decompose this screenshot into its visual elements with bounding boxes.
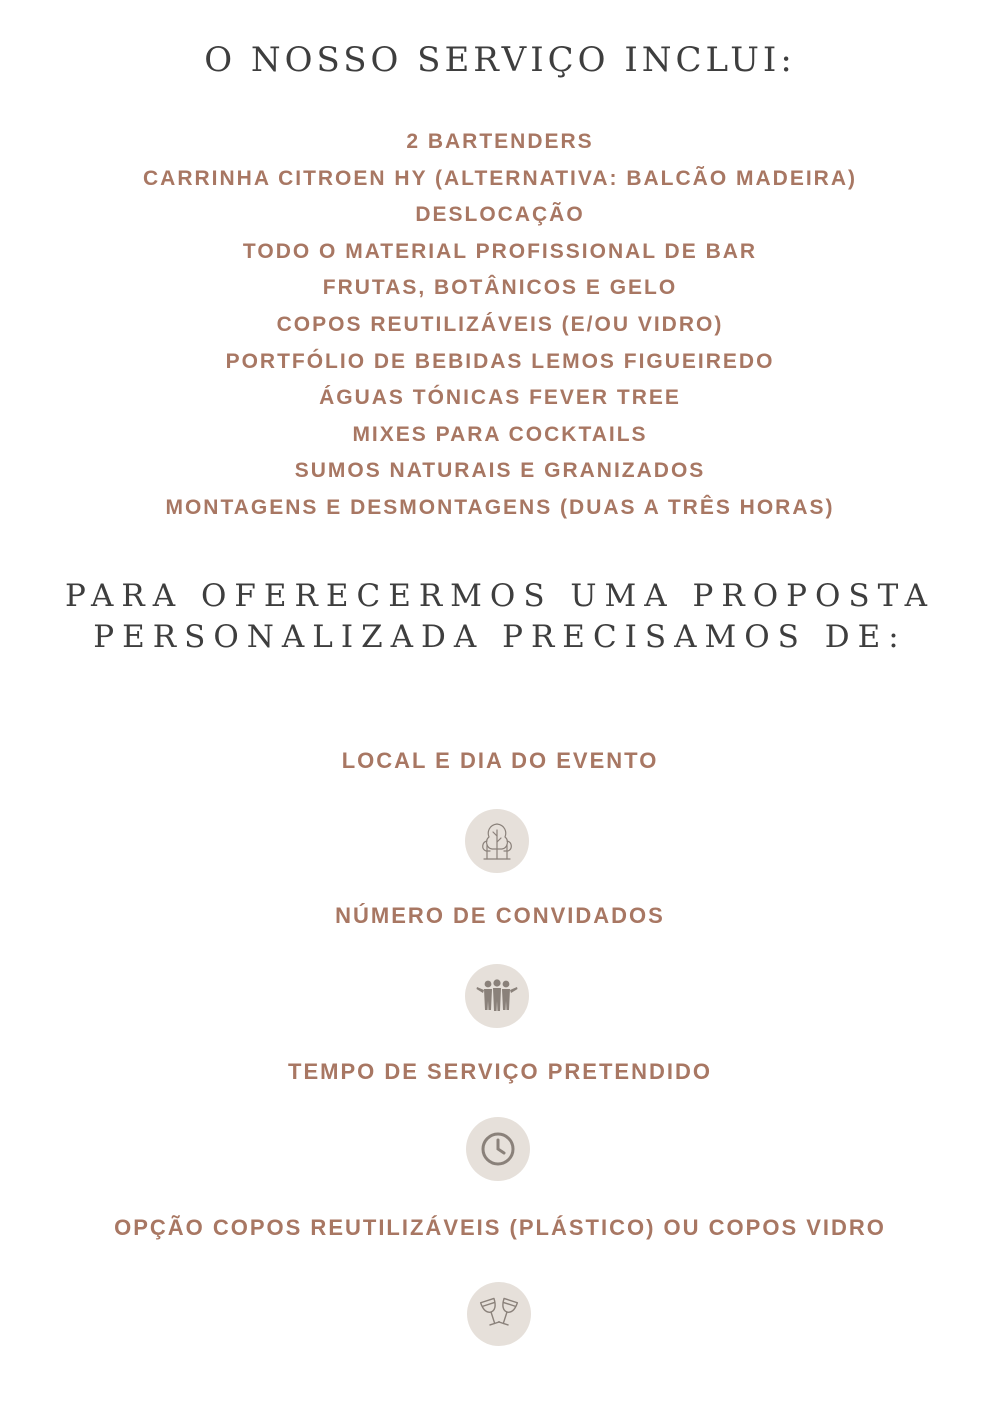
list-item: ÁGUAS TÓNICAS FEVER TREE (319, 386, 681, 410)
list-item: CARRINHA CITROEN HY (ALTERNATIVA: BALCÃO MADEIRA) (143, 166, 857, 190)
list-item: 2 BARTENDERS (406, 130, 594, 153)
requirement-glass-option: OPÇÃO COPOS REUTILIZÁVEIS (PLÁSTICO) OU COPOS VIDRO (114, 1215, 886, 1240)
proposal-title (0, 576, 1000, 658)
proposal-title-line-1: PARA OFERECERMOS UMA PROPOSTA (64, 578, 936, 614)
list-item: COPOS REUTILIZÁVEIS (E/OU VIDRO) (276, 312, 724, 336)
included-list (0, 124, 1000, 527)
trees-icon (465, 809, 529, 873)
requirement-service-time: TEMPO DE SERVIÇO PRETENDIDO (288, 1059, 712, 1084)
clock-icon (466, 1117, 530, 1181)
proposal-title-line-2: PERSONALIZADA PRECISAMOS DE: (93, 619, 907, 655)
requirement-event-location-date: LOCAL E DIA DO EVENTO (341, 748, 659, 773)
people-group-icon (465, 964, 529, 1028)
list-item: SUMOS NATURAIS E GRANIZADOS (294, 459, 706, 483)
requirement-guest-count: NÚMERO DE CONVIDADOS (335, 903, 665, 928)
list-item: FRUTAS, BOTÂNICOS E GELO (322, 276, 678, 300)
list-item: MIXES PARA COCKTAILS (352, 422, 648, 446)
list-item: TODO O MATERIAL PROFISSIONAL DE BAR (242, 239, 758, 263)
list-item: DESLOCAÇÃO (415, 203, 585, 227)
glasses-toast-icon (467, 1282, 531, 1346)
list-item: PORTFÓLIO DE BEBIDAS LEMOS FIGUEIREDO (225, 349, 775, 373)
included-title: O NOSSO SERVIÇO INCLUI: (204, 40, 796, 80)
list-item: MONTAGENS E DESMONTAGENS (DUAS A TRÊS HORAS) (165, 495, 835, 519)
